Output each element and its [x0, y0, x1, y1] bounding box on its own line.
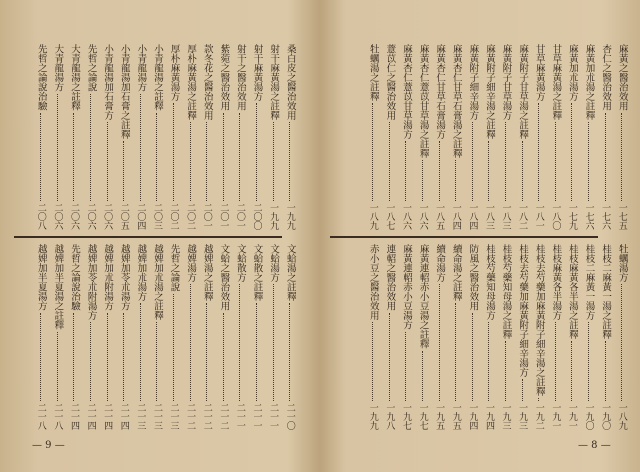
toc-entry	[497, 44, 514, 230]
leader-dots	[256, 303, 257, 401]
entry-page: 二〇四	[135, 203, 146, 230]
toc-entry	[414, 44, 431, 230]
leader-dots	[40, 313, 41, 402]
toc-entry	[182, 244, 199, 430]
leader-dots	[123, 141, 124, 201]
toc-entry	[198, 244, 215, 430]
entry-page: 二〇三	[151, 203, 162, 230]
entry-title: 牡蠣湯之註釋	[367, 44, 379, 101]
toc-entry	[165, 244, 182, 430]
toc-entry	[265, 244, 282, 430]
toc-entry	[198, 44, 215, 230]
leader-dots	[505, 122, 506, 201]
leader-dots	[256, 103, 257, 201]
entry-page: 二〇六	[68, 203, 79, 230]
entry-title: 麻黃附子細辛湯之註釋	[483, 44, 495, 139]
leader-dots	[505, 341, 506, 401]
leader-dots	[289, 122, 290, 201]
entry-title: 牡蠣湯方	[616, 244, 628, 282]
toc-entry	[215, 244, 232, 430]
entry-page: 二一八	[52, 403, 63, 430]
entry-page: 二一一	[268, 403, 279, 430]
entry-page: 一七六	[600, 203, 611, 230]
toc-entry	[132, 44, 149, 230]
leader-dots	[605, 113, 606, 202]
toc-entry	[398, 244, 415, 430]
entry-page: 一九七	[417, 403, 428, 430]
toc-entry	[447, 244, 464, 430]
entry-title: 先哲之論說	[85, 44, 97, 92]
toc-top	[33, 44, 299, 230]
toc-entry	[232, 244, 249, 430]
entry-title: 桂枝麻黃各半湯方	[550, 244, 562, 320]
toc-entry	[281, 44, 298, 230]
entry-title: 麻黃連軺赤小豆湯之註釋	[417, 244, 429, 349]
entry-title: 桂枝二麻黃一湯方	[583, 244, 595, 320]
entry-page: 二〇二	[185, 203, 196, 230]
toc-entry	[281, 244, 298, 430]
toc-bottom	[33, 244, 299, 430]
toc-entry	[365, 44, 382, 230]
entry-page: 一九八	[384, 403, 395, 430]
toc-entry	[82, 44, 99, 230]
entry-title: 紫菀之醫治效用	[218, 44, 230, 111]
leader-dots	[621, 113, 622, 202]
leader-dots	[206, 122, 207, 201]
entry-page: 二一四	[85, 403, 96, 430]
entry-page: 一九三	[500, 403, 511, 430]
leader-dots	[372, 322, 373, 401]
toc-entry	[547, 44, 564, 230]
toc-entry	[580, 244, 597, 430]
entry-title: 越婢加朮附湯方	[102, 244, 114, 311]
entry-title: 越婢加半夏湯之註釋	[52, 244, 64, 330]
leader-dots	[472, 122, 473, 201]
entry-title: 小青龍湯加石膏方	[102, 44, 114, 120]
entry-title: 射干麻黃湯方	[251, 44, 263, 101]
toc-entry	[99, 44, 116, 230]
entry-title: 越婢加苓朮附湯方	[85, 244, 97, 320]
entry-page: 一九三	[517, 403, 528, 430]
entry-page: 二一三	[151, 403, 162, 430]
toc-entry	[597, 44, 614, 230]
entry-page: 二〇六	[85, 203, 96, 230]
divider	[14, 236, 282, 238]
leader-dots	[140, 303, 141, 401]
entry-page: 一九九	[284, 203, 295, 230]
toc-entry	[547, 244, 564, 430]
toc-entry	[149, 244, 166, 430]
leader-dots	[90, 322, 91, 401]
toc-entry	[431, 244, 448, 430]
entry-title: 先哲之論說	[168, 244, 180, 292]
entry-page: 二一二	[201, 403, 212, 430]
entry-title: 薏苡仁之醫治效用	[384, 44, 396, 120]
entry-page: 二〇五	[118, 203, 129, 230]
entry-page: 一九五	[450, 403, 461, 430]
entry-title: 續命湯之註釋	[450, 244, 462, 301]
toc-entry	[464, 44, 481, 230]
toc-entry	[431, 44, 448, 230]
entry-title: 防風之醫治效用	[467, 244, 479, 311]
leader-dots	[621, 284, 622, 401]
entry-title: 小青龍湯方	[135, 44, 147, 92]
toc-entry	[481, 244, 498, 430]
leader-dots	[156, 322, 157, 401]
toc-bottom	[365, 244, 631, 430]
entry-page: 一八二	[517, 203, 528, 230]
entry-title: 甘草麻黃湯方	[533, 44, 545, 101]
entry-page: 二一二	[218, 403, 229, 430]
page-number: — 8 —	[578, 440, 611, 451]
entry-title: 麻黃加朮湯之註釋	[583, 44, 595, 120]
divider	[330, 236, 598, 238]
entry-title: 麻黃連軺赤小豆湯方	[400, 244, 412, 330]
toc-entry	[49, 244, 66, 430]
leader-dots	[73, 113, 74, 202]
entry-page: 二一八	[35, 403, 46, 430]
toc-entry	[265, 44, 282, 230]
leader-dots	[571, 103, 572, 201]
entry-title: 麻黃杏仁甘草石膏湯方	[434, 44, 446, 139]
toc-entry	[414, 244, 431, 430]
toc-entry	[49, 44, 66, 230]
leader-dots	[389, 122, 390, 201]
toc-entry	[248, 244, 265, 430]
entry-title: 麻黃杏仁薏苡甘草湯之註釋	[417, 44, 429, 158]
toc-entry	[564, 44, 581, 230]
entry-title: 大青龍湯方	[52, 44, 64, 92]
entry-title: 桑白皮之醫治效用	[284, 44, 296, 120]
entry-page: 一九一	[566, 403, 577, 430]
leader-dots	[273, 284, 274, 401]
entry-page: 二一三	[135, 403, 146, 430]
leader-dots	[555, 122, 556, 201]
leader-dots	[223, 113, 224, 202]
entry-page: 一八〇	[550, 203, 561, 230]
leader-dots	[555, 322, 556, 401]
toc-entry	[564, 244, 581, 430]
entry-title: 桂枝去芍藥加麻黃附子細辛湯之註釋	[533, 244, 545, 396]
leader-dots	[405, 332, 406, 402]
leader-dots	[422, 160, 423, 201]
toc-entry	[66, 44, 83, 230]
entry-title: 麻黃杏仁甘草石膏湯之註釋	[450, 44, 462, 158]
entry-page: 一九四	[467, 403, 478, 430]
entry-title: 越婢湯之註釋	[201, 244, 213, 301]
toc-entry	[613, 44, 630, 230]
leader-dots	[223, 313, 224, 402]
entry-title: 射干麻黃湯之註釋	[268, 44, 280, 120]
entry-page: 一九九	[367, 403, 378, 430]
entry-page: 一八三	[483, 203, 494, 230]
entry-page: 二一四	[102, 403, 113, 430]
leader-dots	[206, 303, 207, 401]
entry-page: 二〇六	[52, 203, 63, 230]
leader-dots	[289, 303, 290, 401]
leader-dots	[190, 284, 191, 401]
right-page	[320, 0, 640, 472]
entry-page: 一八一	[533, 203, 544, 230]
entry-page: 二一四	[118, 403, 129, 430]
leader-dots	[439, 284, 440, 401]
entry-page: 一八九	[616, 403, 627, 430]
leader-dots	[156, 113, 157, 202]
entry-title: 麻黃加朮湯方	[566, 44, 578, 101]
entry-title: 杏仁之醫治效用	[600, 44, 612, 111]
leader-dots	[439, 141, 440, 201]
entry-page: 一七九	[566, 203, 577, 230]
leader-dots	[472, 313, 473, 402]
leader-dots	[239, 284, 240, 401]
leader-dots	[273, 122, 274, 201]
toc-entry	[514, 244, 531, 430]
entry-page: 一八七	[384, 203, 395, 230]
toc-entry	[497, 244, 514, 430]
leader-dots	[389, 313, 390, 402]
leader-dots	[140, 94, 141, 202]
toc-entry	[530, 44, 547, 230]
toc-entry	[165, 44, 182, 230]
entry-page: 一八六	[417, 203, 428, 230]
entry-page: 一八九	[367, 203, 378, 230]
leader-dots	[422, 351, 423, 402]
entry-title: 先哲之論說治驗	[68, 244, 80, 311]
entry-page: 一八六	[400, 203, 411, 230]
toc-entry	[381, 44, 398, 230]
toc-entry	[132, 244, 149, 430]
entry-page: 一八五	[434, 203, 445, 230]
entry-page: 一九一	[550, 403, 561, 430]
entry-page: 二一四	[68, 403, 79, 430]
entry-page: 二〇一	[201, 203, 212, 230]
entry-title: 厚朴麻黃湯方	[168, 44, 180, 101]
entry-page: 一七五	[616, 203, 627, 230]
toc-entry	[149, 44, 166, 230]
entry-title: 桂枝二麻黃一湯之註釋	[600, 244, 612, 339]
entry-title: 文蛤散方	[234, 244, 246, 282]
toc-entry	[613, 244, 630, 430]
toc-entry	[447, 44, 464, 230]
entry-page: 一九二	[533, 403, 544, 430]
toc-entry	[182, 44, 199, 230]
entry-title: 越婢加苓朮湯方	[118, 244, 130, 311]
entry-page: 一七六	[583, 203, 594, 230]
entry-page: 一九〇	[600, 403, 611, 430]
entry-page: 二〇一	[234, 203, 245, 230]
toc-entry	[365, 244, 382, 430]
entry-title: 款冬花之醫治效用	[201, 44, 213, 120]
entry-page: 二一二	[185, 403, 196, 430]
toc-entry	[481, 44, 498, 230]
entry-title: 越婢湯方	[185, 244, 197, 282]
entry-page: 一八四	[467, 203, 478, 230]
entry-page: 一八三	[500, 203, 511, 230]
entry-page: 二〇〇	[251, 203, 262, 230]
leader-dots	[455, 303, 456, 401]
entry-page: 二〇一	[218, 203, 229, 230]
leader-dots	[538, 398, 539, 401]
entry-title: 麻黃之醫治效用	[616, 44, 628, 111]
leader-dots	[107, 313, 108, 402]
leader-dots	[90, 94, 91, 202]
entry-page: 一九七	[400, 403, 411, 430]
entry-page: 一八四	[450, 203, 461, 230]
entry-title: 文蛤散之註釋	[251, 244, 263, 301]
entry-title: 越婢加朮湯方	[135, 244, 147, 301]
leader-dots	[571, 341, 572, 401]
entry-title: 桂枝芍藥知母湯之註釋	[500, 244, 512, 339]
toc-top	[365, 44, 631, 230]
leader-dots	[173, 103, 174, 201]
entry-title: 桂枝麻黃各半湯之註釋	[566, 244, 578, 339]
toc-entry	[248, 44, 265, 230]
toc-entry	[232, 44, 249, 230]
leader-dots	[239, 113, 240, 202]
leader-dots	[190, 122, 191, 201]
toc-entry	[33, 244, 50, 430]
toc-entry	[82, 244, 99, 430]
entry-page: 二〇六	[102, 203, 113, 230]
entry-title: 文蛤湯之註釋	[284, 244, 296, 301]
toc-entry	[66, 244, 83, 430]
leader-dots	[588, 122, 589, 201]
entry-page: 二一〇	[284, 403, 295, 430]
entry-title: 文蛤湯方	[268, 244, 280, 282]
toc-entry	[597, 244, 614, 430]
entry-title: 連軺之醫治效用	[384, 244, 396, 311]
entry-title: 大青龍湯之註釋	[68, 44, 80, 111]
leader-dots	[405, 141, 406, 201]
leader-dots	[522, 379, 523, 401]
leader-dots	[57, 332, 58, 402]
entry-title: 桂枝芍藥知母湯方	[483, 244, 495, 320]
leader-dots	[40, 113, 41, 202]
toc-entry	[514, 44, 531, 230]
toc-entry	[215, 44, 232, 230]
entry-title: 先哲之論說治驗	[35, 44, 47, 111]
leader-dots	[173, 294, 174, 402]
entry-page: 二〇八	[35, 203, 46, 230]
entry-title: 桂枝去芍藥加麻黃附子細辛湯方	[517, 244, 529, 377]
toc-entry	[115, 44, 132, 230]
leader-dots	[522, 141, 523, 201]
entry-page: 一九四	[483, 403, 494, 430]
entry-title: 赤小豆之醫治效用	[367, 244, 379, 320]
leader-dots	[123, 313, 124, 402]
toc-entry	[580, 44, 597, 230]
entry-title: 小青龍湯加石膏之註釋	[118, 44, 130, 139]
toc-entry	[33, 44, 50, 230]
entry-title: 射干之醫治效用	[234, 44, 246, 111]
entry-title: 麻黃附子甘草湯之註釋	[517, 44, 529, 139]
page-number: — 9 —	[32, 440, 65, 451]
entry-title: 麻黃附子細辛湯方	[467, 44, 479, 120]
leader-dots	[57, 94, 58, 202]
entry-title: 越婢加朮湯之註釋	[151, 244, 163, 320]
entry-title: 續命湯方	[434, 244, 446, 282]
entry-title: 麻黃附子甘草湯方	[500, 44, 512, 120]
entry-page: 二〇二	[168, 203, 179, 230]
entry-page: 一九〇	[583, 403, 594, 430]
entry-page: 二一一	[234, 403, 245, 430]
toc-entry	[381, 244, 398, 430]
entry-title: 小青龍湯之註釋	[151, 44, 163, 111]
entry-page: 一九五	[434, 403, 445, 430]
entry-page: 一九九	[268, 203, 279, 230]
toc-entry	[99, 244, 116, 430]
leader-dots	[107, 122, 108, 201]
entry-page: 二一三	[168, 403, 179, 430]
entry-title: 麻黃杏仁薏苡甘草湯方	[400, 44, 412, 139]
toc-entry	[115, 244, 132, 430]
toc-entry	[398, 44, 415, 230]
leader-dots	[605, 341, 606, 401]
entry-title: 文蛤之醫治效用	[218, 244, 230, 311]
entry-page: 二一一	[251, 403, 262, 430]
leader-dots	[488, 141, 489, 201]
entry-title: 越婢加半夏湯方	[35, 244, 47, 311]
leader-dots	[488, 322, 489, 401]
leader-dots	[372, 103, 373, 201]
leader-dots	[455, 160, 456, 201]
leader-dots	[538, 103, 539, 201]
toc-entry	[464, 244, 481, 430]
toc-entry	[530, 244, 547, 430]
entry-title: 甘草麻黃湯之註釋	[550, 44, 562, 120]
entry-title: 厚朴麻黃湯之註釋	[185, 44, 197, 120]
leader-dots	[588, 322, 589, 401]
leader-dots	[73, 313, 74, 402]
